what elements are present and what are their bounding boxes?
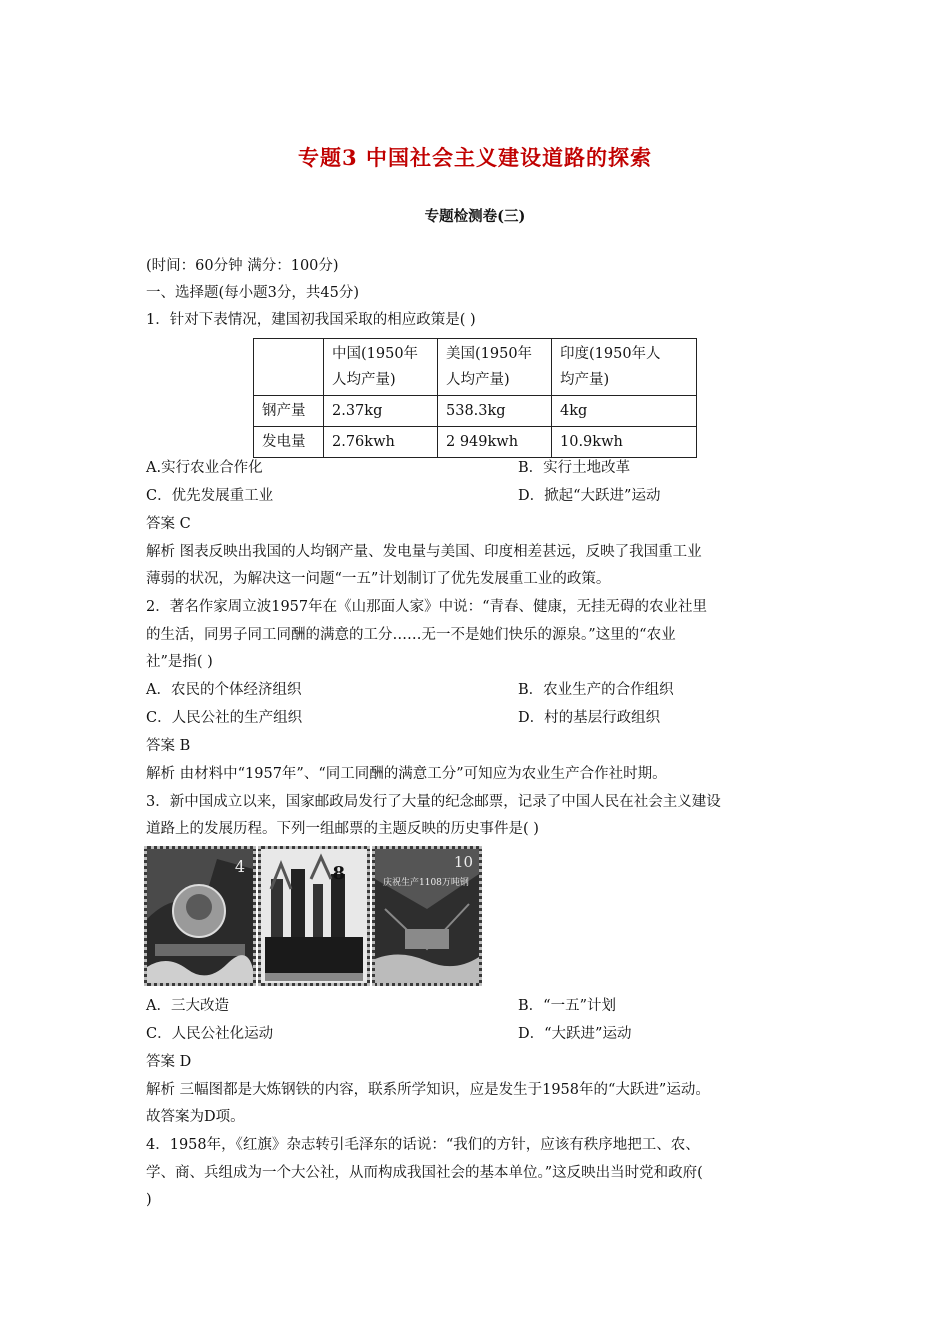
table-cell: 2.76kwh: [324, 427, 438, 458]
q1-analysis-line2: 薄弱的状况，为解决这一问题“一五”计划制订了优先发展重工业的政策。: [146, 571, 611, 587]
q1-stem: 1．针对下表情况，建国初我国采取的相应政策是( ): [146, 312, 476, 328]
q3-stem-line1: 3．新中国成立以来，国家邮政局发行了大量的纪念邮票，记录了中国人民在社会主义建设: [146, 794, 721, 810]
table-header-cell: 印度(1950年人 均产量): [552, 339, 697, 396]
section-heading: 一、选择题(每小题3分，共45分): [146, 285, 359, 301]
q1-option-a[interactable]: A.实行农业合作化: [146, 460, 263, 476]
q4-stem-line3: ): [146, 1192, 152, 1208]
table-cell: 钢产量: [254, 396, 324, 427]
q1-table: [253, 338, 697, 458]
stamp-image-1: [144, 846, 256, 986]
q3-options-row2: [146, 1024, 846, 1044]
table-cell: [254, 339, 324, 396]
table-cell: 538.3kg: [438, 396, 552, 427]
stamp-value: 8: [332, 863, 345, 884]
q2-answer: 答案 B: [146, 738, 191, 754]
q2-analysis: 解析 由材料中“1957年”、“同工同酬的满意工分”可知应为农业生产合作社时期。: [146, 766, 667, 782]
stamp-images: [144, 846, 482, 986]
q3-stem-line2: 道路上的发展历程。下列一组邮票的主题反映的历史事件是( ): [146, 821, 539, 837]
q2-option-a[interactable]: A．农民的个体经济组织: [146, 682, 302, 698]
q2-option-b[interactable]: B．农业生产的合作组织: [518, 682, 674, 698]
page-title: 专题3 中国社会主义建设道路的探索: [298, 145, 652, 170]
table-row: [254, 396, 697, 427]
q2-option-c[interactable]: C．人民公社的生产组织: [146, 710, 303, 726]
q3-analysis-line1: 解析 三幅图都是大炼钢铁的内容，联系所学知识，应是发生于1958年的“大跃进”运动。: [146, 1082, 710, 1098]
q1-options-row1: [146, 458, 846, 478]
q3-option-b[interactable]: B．“一五”计划: [518, 998, 616, 1014]
q2-options-row2: [146, 708, 846, 728]
q1-option-b[interactable]: B．实行土地改革: [518, 460, 631, 476]
table-header-cell: 美国(1950年 人均产量): [438, 339, 552, 396]
table-header-row: [254, 339, 697, 396]
table-cell: 10.9kwh: [552, 427, 697, 458]
stamp-image-2: [258, 846, 370, 986]
q1-analysis-line1: 解析 图表反映出我国的人均钢产量、发电量与美国、印度相差甚远，反映了我国重工业: [146, 544, 702, 560]
q2-stem-line1: 2．著名作家周立波1957年在《山那面人家》中说：“青春、健康，无挂无碍的农业社里: [146, 599, 708, 615]
stamp-value: 10: [453, 853, 473, 871]
q3-options-row1: [146, 996, 846, 1016]
q4-stem-line2: 学、商、兵组成为一个大公社，从而构成我国社会的基本单位。”这反映出当时党和政府(: [146, 1165, 703, 1181]
table-cell: 2.37kg: [324, 396, 438, 427]
q2-stem-line3: 社”是指( ): [146, 654, 213, 670]
exam-meta: (时间：60分钟 满分：100分): [146, 258, 339, 274]
q3-option-c[interactable]: C．人民公社化运动: [146, 1026, 274, 1042]
table-row: [254, 427, 697, 458]
q2-stem-line2: 的生活，同男子同工同酬的满意的工分……无一不是她们快乐的源泉。”这里的“农业: [146, 627, 676, 643]
q2-option-d[interactable]: D．村的基层行政组织: [518, 710, 661, 726]
q2-options-row1: [146, 680, 846, 700]
q3-analysis-line2: 故答案为D项。: [146, 1109, 245, 1125]
stamp-image-3: [372, 846, 482, 986]
table-cell: 2 949kwh: [438, 427, 552, 458]
q3-option-a[interactable]: A．三大改造: [146, 998, 229, 1014]
q1-option-c[interactable]: C．优先发展重工业: [146, 488, 274, 504]
q1-option-d[interactable]: D．掀起“大跃进”运动: [518, 488, 661, 504]
stamp-caption: 庆祝生产1108万吨钢: [383, 878, 469, 888]
stamp-value: 4: [234, 857, 245, 876]
table-header-cell: 中国(1950年 人均产量): [324, 339, 438, 396]
q4-stem-line1: 4．1958年，《红旗》杂志转引毛泽东的话说：“我们的方针，应该有秩序地把工、农、: [146, 1137, 700, 1153]
q3-option-d[interactable]: D．“大跃进”运动: [518, 1026, 632, 1042]
q1-answer: 答案 C: [146, 516, 191, 532]
page-subtitle: 专题检测卷(三): [424, 208, 526, 225]
q1-options-row2: [146, 486, 846, 506]
table-cell: 4kg: [552, 396, 697, 427]
table-cell: 发电量: [254, 427, 324, 458]
q3-answer: 答案 D: [146, 1054, 192, 1070]
